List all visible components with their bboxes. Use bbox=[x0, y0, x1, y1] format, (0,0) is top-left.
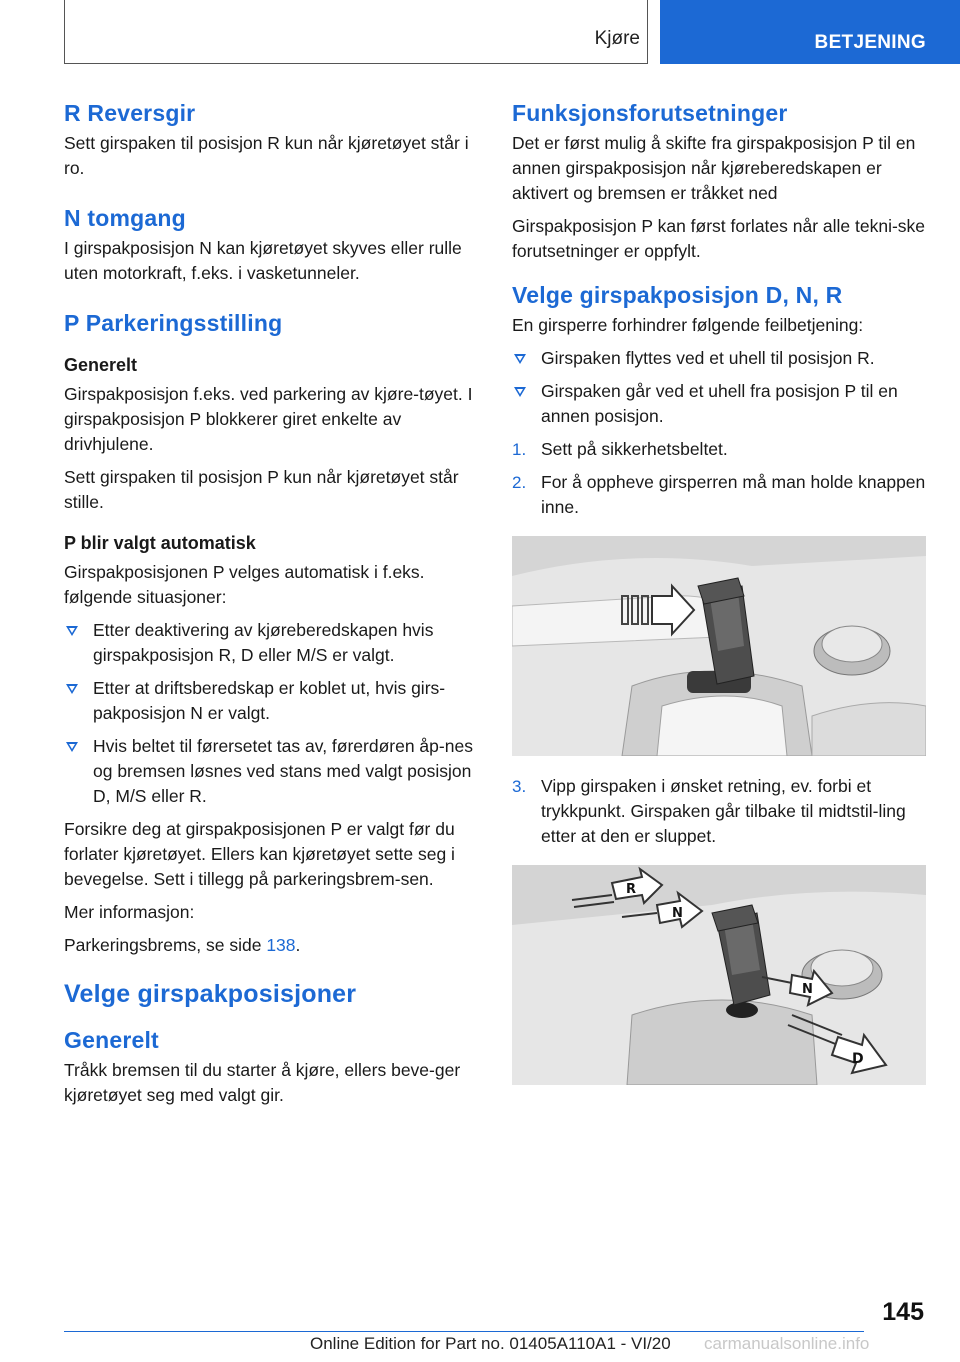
triangle-bullet-icon bbox=[514, 387, 526, 397]
p-park-heading: P Parkeringsstilling bbox=[64, 310, 283, 336]
triangle-bullet-icon bbox=[514, 354, 526, 364]
steps-list-continued bbox=[512, 774, 926, 849]
triangle-bullet-icon bbox=[66, 742, 78, 752]
edition-text: Online Edition for Part no. 01405A110A1 - VI/20 bbox=[310, 1334, 671, 1353]
step-number: 3. bbox=[512, 777, 527, 796]
gear-label-n-down: N bbox=[802, 982, 813, 997]
select-general-text: Tråkk bremsen til du starter å kjøre, ellers beve-ger kjøretøyet seg med valgt gir. bbox=[64, 1060, 461, 1105]
p-auto-list bbox=[64, 618, 478, 809]
select-general-heading: Generelt bbox=[64, 1027, 159, 1053]
p-general-text-2: Sett girspaken til posisjon P kun når kjøretøyet står stille. bbox=[64, 467, 459, 512]
p-auto-heading: P blir valgt automatisk bbox=[64, 533, 256, 553]
page-number: 145 bbox=[882, 1298, 924, 1326]
triangle-bullet-icon bbox=[66, 684, 78, 694]
gear-label-n-up: N bbox=[672, 906, 683, 921]
n-neutral-text: I girspakposisjon N kan kjøretøyet skyves eller rulle uten motorkraft, f.eks. i vasketunneler. bbox=[64, 238, 462, 283]
select-dnr-text: En girsperre forhindrer følgende feilbetjening: bbox=[512, 315, 864, 335]
steps-list bbox=[512, 437, 926, 520]
r-reverse-text: Sett girspaken til posisjon R kun når kjøretøyet står i ro. bbox=[64, 133, 469, 178]
function-prereq-text-2: Girspakposisjon P kan først forlates når alle tekni-ske forutsetninger er oppfylt. bbox=[512, 216, 926, 261]
list-item: Hvis beltet til førersetet tas av, førerdøren åp-nes og bremsen løsnes ved stans med valgt posisjon D, M/S eller R. bbox=[64, 734, 478, 809]
footer-divider bbox=[64, 1331, 864, 1332]
dnr-bullet-list bbox=[512, 346, 926, 429]
select-dnr-heading: Velge girspakposisjon D, N, R bbox=[512, 282, 843, 308]
left-column bbox=[64, 100, 478, 1116]
list-item: Etter at driftsberedskap er koblet ut, hvis girs-pakposisjon N er valgt. bbox=[64, 676, 478, 726]
gear-label-r: R bbox=[626, 882, 637, 897]
r-reverse-heading: R Reversgir bbox=[64, 100, 196, 126]
ensure-park-text: Forsikre deg at girspakposisjonen P er valgt før du forlater kjøretøyet. Ellers kan kjøretøyet sette seg i bevegelse. Sett i tillegg på parkeringsbrem-sen. bbox=[64, 819, 455, 889]
list-item: Girspaken går ved et uhell fra posisjon P til en annen posisjon. bbox=[512, 379, 926, 429]
header-chapter-tab[interactable] bbox=[660, 0, 960, 64]
header-frame bbox=[64, 0, 648, 64]
gear-label-d: D bbox=[852, 1051, 864, 1067]
gear-lever-direction-illustration bbox=[512, 865, 926, 1085]
p-general-text-1: Girspakposisjon f.eks. ved parkering av kjøre-tøyet. I girspakposisjon P blokkerer giret enkelte av drivhjulene. bbox=[64, 384, 473, 454]
header-section-title: Kjøre bbox=[594, 28, 640, 49]
more-info-label: Mer informasjon: bbox=[64, 902, 195, 922]
n-neutral-heading: N tomgang bbox=[64, 205, 186, 231]
list-item: 2. For å oppheve girsperren må man holde knappen inne. bbox=[512, 472, 926, 517]
list-item: 1. Sett på sikkerhetsbeltet. bbox=[512, 437, 926, 462]
step-number: 2. bbox=[512, 473, 527, 492]
list-item: Etter deaktivering av kjøreberedskapen hvis girspakposisjon R, D eller M/S er valgt. bbox=[64, 618, 478, 668]
right-column bbox=[512, 100, 926, 1103]
page-link[interactable]: 138 bbox=[266, 935, 296, 955]
watermark: carmanualsonline.info bbox=[704, 1334, 870, 1353]
select-positions-heading: Velge girspakposisjoner bbox=[64, 980, 357, 1008]
p-auto-text: Girspakposisjonen P velges automatisk i f.eks. følgende situasjoner: bbox=[64, 562, 425, 607]
step-number: 1. bbox=[512, 440, 527, 459]
list-item: 3. Vipp girspaken i ønsket retning, ev. forbi et trykkpunkt. Girspaken går tilbake til midtstil-ling etter at den er sluppet. bbox=[512, 776, 906, 846]
function-prereq-heading: Funksjonsforutsetninger bbox=[512, 100, 788, 126]
gear-lever-unlock-illustration bbox=[512, 536, 926, 756]
list-item: Girspaken flyttes ved et uhell til posisjon R. bbox=[512, 346, 926, 371]
function-prereq-text-1: Det er først mulig å skifte fra girspakposisjon P til en annen girspakposisjon når kjøreberedskapen er aktivert og bremsen er tråkket ned bbox=[512, 133, 916, 203]
p-general-heading: Generelt bbox=[64, 355, 138, 375]
triangle-bullet-icon bbox=[66, 626, 78, 636]
header-chapter-label: BETJENING bbox=[814, 32, 926, 53]
parking-brake-reference: Parkeringsbrems, se side 138. bbox=[64, 935, 301, 955]
